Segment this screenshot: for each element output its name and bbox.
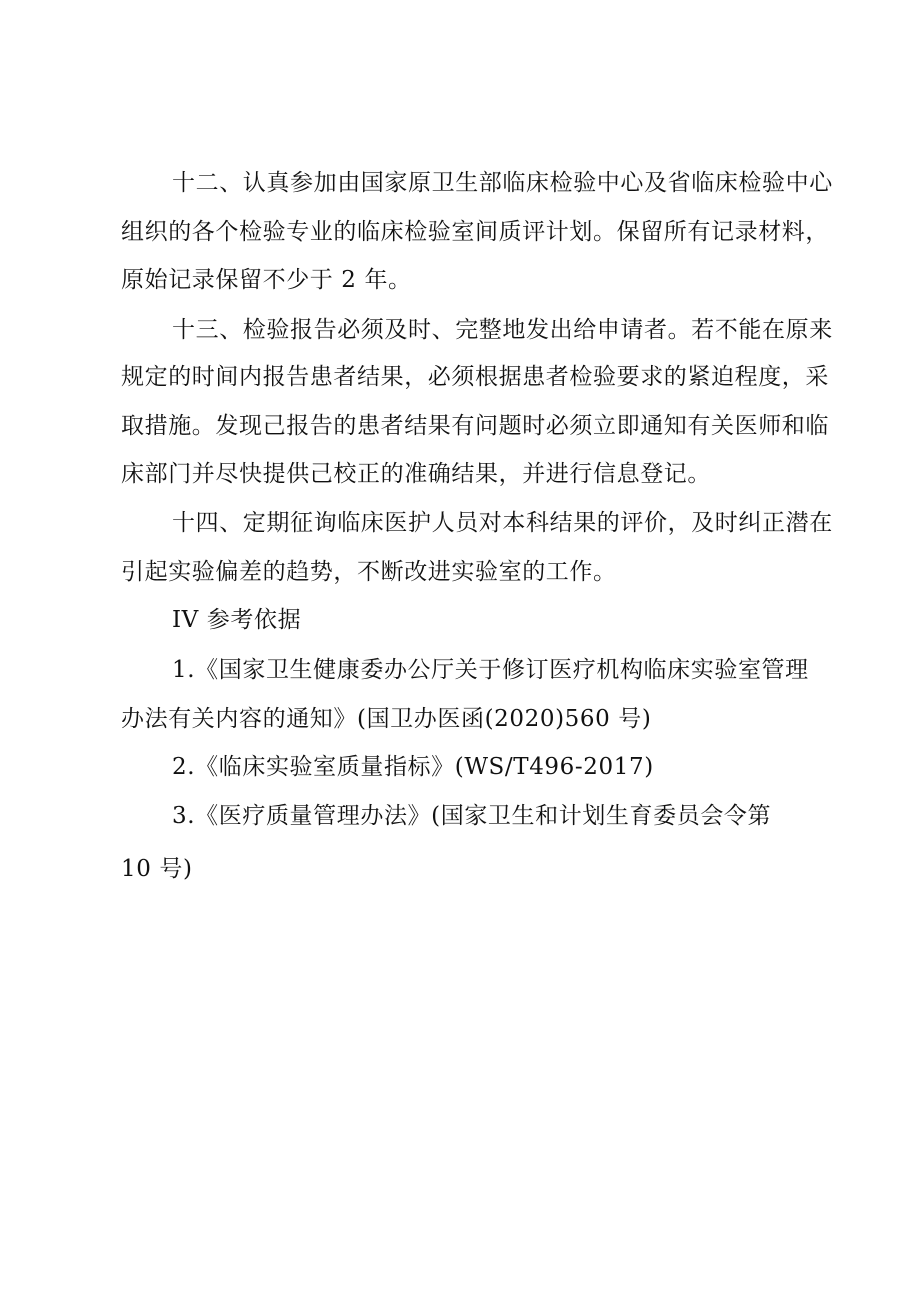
text-line: 规定的时间内报告患者结果，必须根据患者检验要求的紧迫程度，采 (121, 364, 829, 390)
text-line: 10 号) (121, 856, 193, 882)
text-line: 1.《国家卫生健康委办公厅关于修订医疗机构临床实验室管理 (172, 657, 809, 683)
text-line: 办法有关内容的通知》(国卫办医函(2020)560 号) (121, 706, 652, 732)
text-line: 十四、定期征询临床医护人员对本科结果的评价，及时纠正潜在 (172, 510, 833, 536)
text-line: 取措施。发现己报告的患者结果有问题时必须立即通知有关医师和临 (121, 413, 829, 439)
text-line: 原始记录保留不少于 2 年。 (121, 267, 412, 293)
text-line: 十二、认真参加由国家原卫生部临床检验中心及省临床检验中心 (172, 170, 833, 196)
text-line: 组织的各个检验专业的临床检验室间质评计划。保留所有记录材料， (121, 219, 829, 245)
text-line: 引起实验偏差的趋势，不断改进实验室的工作。 (121, 559, 617, 585)
text-line: 3.《医疗质量管理办法》(国家卫生和计划生育委员会令第 (172, 803, 772, 829)
text-line: 床部门并尽快提供己校正的准确结果，并进行信息登记。 (121, 461, 711, 487)
section-heading: IV 参考依据 (172, 607, 302, 633)
text-line: 2.《临床实验室质量指标》(WS/T496-2017) (172, 754, 654, 780)
text-line: 十三、检验报告必须及时、完整地发出给申请者。若不能在原来 (172, 317, 833, 343)
